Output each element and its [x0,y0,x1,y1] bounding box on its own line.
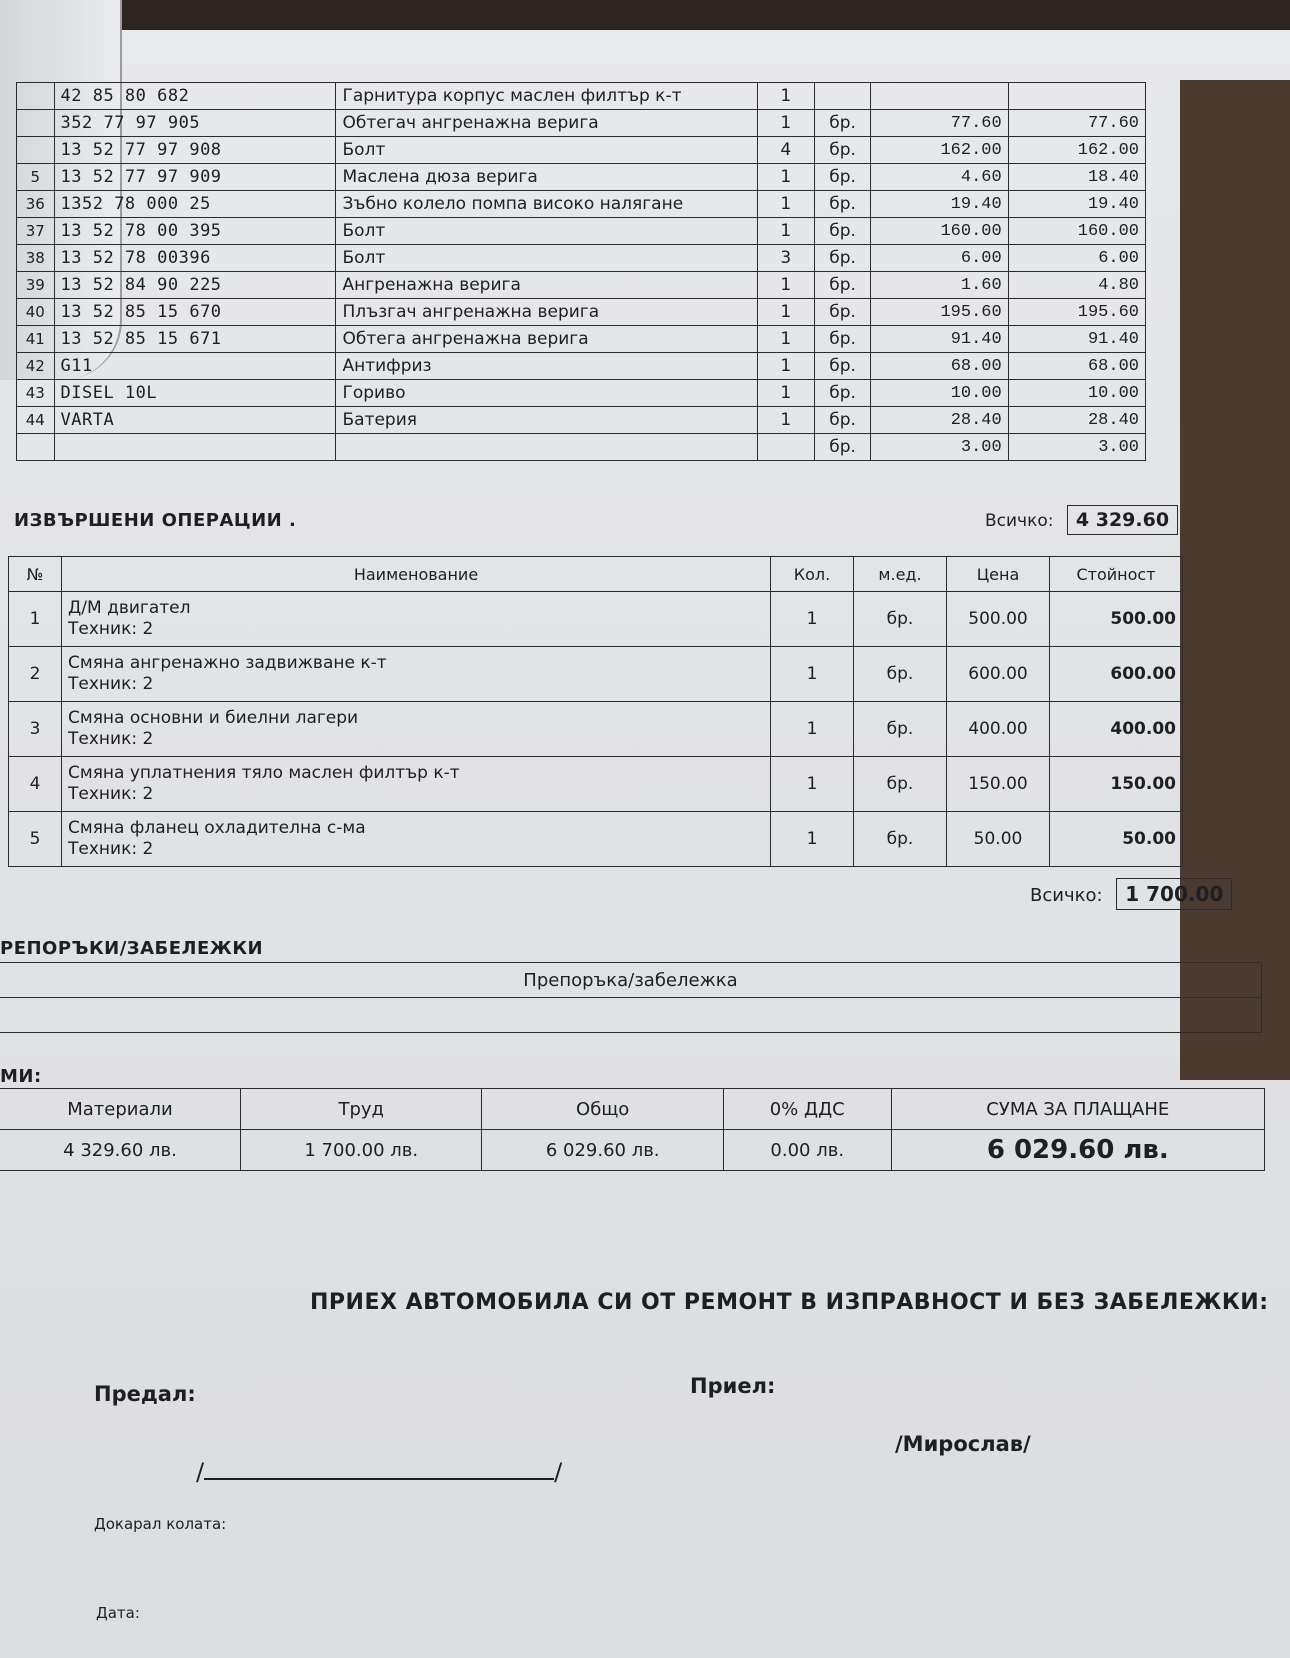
parts-cell-price: 195.60 [871,299,1008,326]
ops-header-value: Стойност [1050,557,1183,592]
operations-row [9,702,1183,757]
parts-cell-value: 19.40 [1008,191,1145,218]
received-label: Приел: [690,1374,776,1398]
ops-cell-name [62,757,771,812]
parts-cell-num: 41 [17,326,55,353]
parts-cell-unit: бр. [814,164,871,191]
parts-row [17,326,1146,353]
parts-cell-num: 38 [17,245,55,272]
parts-cell-num: 44 [17,407,55,434]
parts-cell-code: 13 52 77 97 909 [54,164,336,191]
ops-cell-num: 2 [9,647,62,702]
parts-cell-num [17,110,55,137]
parts-cell-name: Обтегач ангренажна верига [336,110,757,137]
ops-cell-name [62,812,771,867]
parts-cell-name: Гориво [336,380,757,407]
parts-table [16,82,1146,461]
parts-row [17,272,1146,299]
parts-cell-value: 28.40 [1008,407,1145,434]
ops-cell-qty: 1 [771,647,854,702]
parts-cell-name: Болт [336,245,757,272]
parts-cell-qty: 1 [757,326,814,353]
ops-cell-price: 600.00 [947,647,1050,702]
parts-cell-name: Болт [336,218,757,245]
parts-cell-value: 10.00 [1008,380,1145,407]
ops-operation-name: Смяна основни и биелни лагери [68,708,359,728]
parts-cell-code: VARTA [54,407,336,434]
parts-cell-qty: 1 [757,191,814,218]
operations-title: ИЗВЪРШЕНИ ОПЕРАЦИИ . [14,510,297,531]
parts-cell-name: Маслена дюза верига [336,164,757,191]
ops-cell-unit: бр. [854,592,947,647]
parts-cell-unit: бр. [814,353,871,380]
parts-cell-price: 162.00 [871,137,1008,164]
parts-cell-name [336,434,757,461]
ops-cell-price: 50.00 [947,812,1050,867]
parts-cell-code: 13 52 77 97 908 [54,137,336,164]
parts-row [17,164,1146,191]
operations-table [8,556,1183,867]
parts-cell-name: Антифриз [336,353,757,380]
parts-cell-price [871,83,1008,110]
ops-technician: Техник: 2 [68,784,154,804]
sums-value-row [0,1130,1265,1171]
parts-cell-price: 28.40 [871,407,1008,434]
parts-cell-qty: 1 [757,407,814,434]
parts-cell-code: 352 77 97 905 [54,110,336,137]
recommendations-table [0,962,1262,1033]
parts-cell-unit: бр. [814,191,871,218]
parts-cell-num [17,434,55,461]
sums-header-vat: 0% ДДС [723,1089,891,1130]
parts-cell-unit: бр. [814,407,871,434]
brought-label: Докарал колата: [94,1515,227,1533]
parts-cell-num: 43 [17,380,55,407]
recommendations-title: РЕПОРЪКИ/ЗАБЕЛЕЖКИ [0,938,264,959]
parts-cell-value [1008,83,1145,110]
sums-value-materials: 4 329.60 лв. [0,1130,241,1171]
ops-cell-num: 1 [9,592,62,647]
ops-cell-qty: 1 [771,702,854,757]
parts-cell-unit: бр. [814,380,871,407]
sums-header-payable: СУМА ЗА ПЛАЩАНЕ [891,1089,1264,1130]
parts-cell-value: 195.60 [1008,299,1145,326]
ops-operation-name: Смяна фланец охладителна с-ма [68,818,366,838]
parts-cell-name: Батерия [336,407,757,434]
sums-title: МИ: [0,1066,42,1087]
parts-cell-code: DISEL 10L [54,380,336,407]
parts-row [17,110,1146,137]
ops-header-price: Цена [947,557,1050,592]
ops-cell-name [62,702,771,757]
ops-cell-name [62,592,771,647]
parts-cell-price: 160.00 [871,218,1008,245]
parts-cell-num: 5 [17,164,55,191]
ops-technician: Техник: 2 [68,839,154,859]
ops-cell-value: 400.00 [1050,702,1183,757]
parts-cell-unit: бр. [814,245,871,272]
ops-technician: Техник: 2 [68,619,154,639]
ops-header-qty: Кол. [771,557,854,592]
parts-cell-value: 77.60 [1008,110,1145,137]
operations-row [9,647,1183,702]
parts-cell-num [17,83,55,110]
parts-cell-value: 91.40 [1008,326,1145,353]
ops-cell-unit: бр. [854,702,947,757]
parts-cell-name: Обтега ангренажна верига [336,326,757,353]
ops-cell-value: 600.00 [1050,647,1183,702]
ops-operation-name: Смяна ангренажно задвижване к-т [68,653,387,673]
parts-cell-value: 6.00 [1008,245,1145,272]
parts-row [17,218,1146,245]
ops-cell-value: 150.00 [1050,757,1183,812]
parts-cell-value: 162.00 [1008,137,1145,164]
ops-operation-name: Д/М двигател [68,598,191,618]
parts-row [17,380,1146,407]
ops-operation-name: Смяна уплатнения тяло маслен филтър к-т [68,763,460,783]
parts-row [17,407,1146,434]
date-label: Дата: [96,1604,140,1622]
ops-cell-num: 4 [9,757,62,812]
parts-total-label: Всичко: [985,511,1054,531]
parts-cell-unit: бр. [814,434,871,461]
parts-cell-qty: 1 [757,380,814,407]
parts-cell-unit: бр. [814,137,871,164]
ops-cell-value: 50.00 [1050,812,1183,867]
parts-row [17,191,1146,218]
parts-cell-num: 40 [17,299,55,326]
parts-cell-code: 13 52 85 15 671 [54,326,336,353]
parts-cell-value: 68.00 [1008,353,1145,380]
ops-header-num: № [9,557,62,592]
parts-cell-qty: 1 [757,83,814,110]
parts-cell-price: 6.00 [871,245,1008,272]
sums-header-row [0,1089,1265,1130]
parts-cell-price: 10.00 [871,380,1008,407]
parts-cell-qty: 1 [757,299,814,326]
parts-cell-code [54,434,336,461]
parts-cell-unit: бр. [814,299,871,326]
parts-cell-qty: 1 [757,164,814,191]
parts-cell-code: 13 52 85 15 670 [54,299,336,326]
parts-cell-unit: бр. [814,272,871,299]
parts-cell-unit: бр. [814,110,871,137]
parts-row [17,299,1146,326]
background-surface-right [1180,80,1290,1080]
acceptance-statement: ПРИЕХ АВТОМОБИЛА СИ ОТ РЕМОНТ В ИЗПРАВНОСТ И БЕЗ ЗАБЕЛЕЖКИ: [310,1290,1269,1315]
operations-total-value: 1 700.00 [1116,878,1232,910]
operations-total [1030,878,1232,910]
parts-cell-price: 77.60 [871,110,1008,137]
parts-cell-qty: 3 [757,245,814,272]
parts-cell-qty: 1 [757,110,814,137]
operations-row [9,592,1183,647]
sums-value-payable: 6 029.60 лв. [891,1130,1264,1171]
handed-signature-line: / / [196,1458,563,1486]
parts-cell-value: 3.00 [1008,434,1145,461]
ops-header-unit: м.ед. [854,557,947,592]
parts-cell-name: Зъбно колело помпа високо налягане [336,191,757,218]
parts-cell-price: 68.00 [871,353,1008,380]
parts-cell-code: 42 85 80 682 [54,83,336,110]
parts-cell-code: 1352 78 000 25 [54,191,336,218]
parts-row [17,434,1146,461]
parts-cell-price: 91.40 [871,326,1008,353]
parts-cell-unit [814,83,871,110]
ops-cell-name [62,647,771,702]
parts-cell-name: Ангренажна верига [336,272,757,299]
sums-value-labor: 1 700.00 лв. [241,1130,482,1171]
parts-total [985,505,1178,535]
parts-cell-qty: 1 [757,353,814,380]
ops-cell-unit: бр. [854,812,947,867]
parts-cell-name: Болт [336,137,757,164]
sums-header-materials: Материали [0,1089,241,1130]
ops-cell-qty: 1 [771,812,854,867]
sums-value-total: 6 029.60 лв. [482,1130,723,1171]
parts-cell-unit: бр. [814,326,871,353]
recommendations-empty-row [0,998,1262,1033]
parts-cell-num: 36 [17,191,55,218]
ops-technician: Техник: 2 [68,674,154,694]
parts-cell-qty: 1 [757,218,814,245]
sums-header-labor: Труд [241,1089,482,1130]
parts-cell-num: 37 [17,218,55,245]
parts-cell-code: 13 52 78 00396 [54,245,336,272]
parts-cell-qty: 1 [757,272,814,299]
parts-row [17,353,1146,380]
sums-value-vat: 0.00 лв. [723,1130,891,1171]
received-name: /Мирослав/ [895,1432,1031,1456]
sums-table [0,1088,1265,1171]
parts-cell-value: 4.80 [1008,272,1145,299]
parts-cell-name: Плъзгач ангренажна верига [336,299,757,326]
recommendations-header: Препоръка/забележка [0,963,1262,998]
ops-cell-price: 500.00 [947,592,1050,647]
operations-row [9,757,1183,812]
parts-cell-price: 19.40 [871,191,1008,218]
parts-cell-value: 18.40 [1008,164,1145,191]
parts-cell-code: 13 52 78 00 395 [54,218,336,245]
parts-cell-value: 160.00 [1008,218,1145,245]
ops-cell-unit: бр. [854,757,947,812]
ops-cell-unit: бр. [854,647,947,702]
ops-cell-value: 500.00 [1050,592,1183,647]
parts-cell-code: 13 52 84 90 225 [54,272,336,299]
parts-cell-price: 1.60 [871,272,1008,299]
ops-cell-price: 400.00 [947,702,1050,757]
operations-row [9,812,1183,867]
ops-cell-num: 3 [9,702,62,757]
parts-row [17,137,1146,164]
parts-cell-num: 39 [17,272,55,299]
parts-cell-qty [757,434,814,461]
ops-technician: Техник: 2 [68,729,154,749]
parts-cell-num: 42 [17,353,55,380]
parts-cell-code: G11 [54,353,336,380]
ops-cell-qty: 1 [771,757,854,812]
sums-header-total: Общо [482,1089,723,1130]
ops-cell-price: 150.00 [947,757,1050,812]
parts-row [17,245,1146,272]
ops-header-name: Наименование [62,557,771,592]
ops-cell-qty: 1 [771,592,854,647]
parts-cell-unit: бр. [814,218,871,245]
ops-cell-num: 5 [9,812,62,867]
parts-cell-name: Гарнитура корпус маслен филтър к-т [336,83,757,110]
parts-row [17,83,1146,110]
parts-cell-price: 3.00 [871,434,1008,461]
parts-cell-num [17,137,55,164]
parts-cell-qty: 4 [757,137,814,164]
parts-total-value: 4 329.60 [1067,505,1178,535]
operations-total-label: Всичко: [1030,885,1103,906]
operations-header-row [9,557,1183,592]
handed-label: Предал: [94,1382,196,1406]
parts-cell-price: 4.60 [871,164,1008,191]
